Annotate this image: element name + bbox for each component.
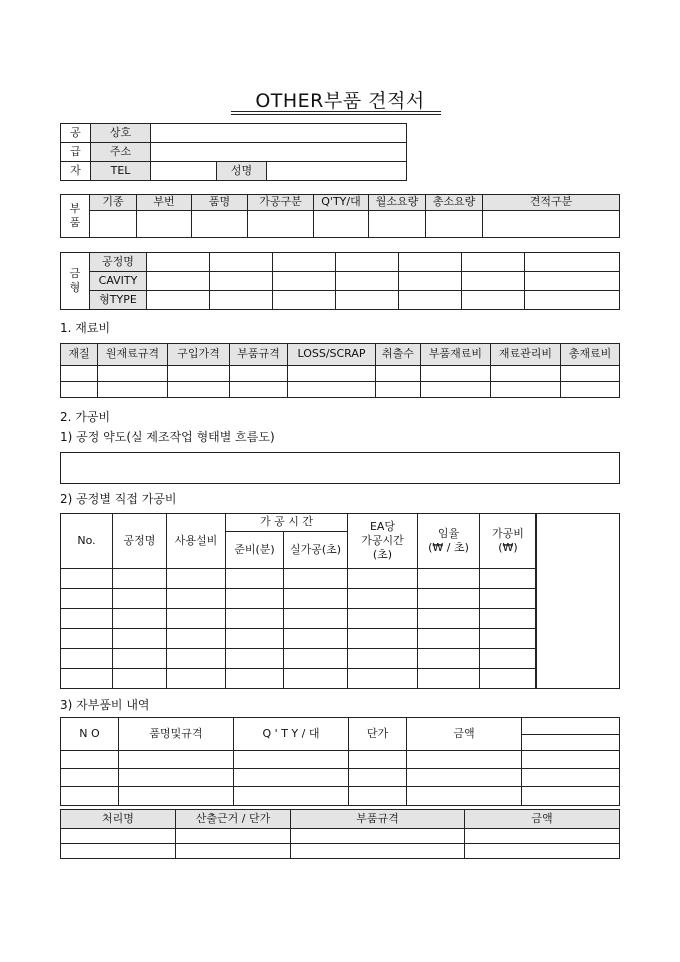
mold-cell[interactable] [273, 291, 336, 310]
processing-cell[interactable] [284, 589, 348, 609]
processing-section-title: 2. 가공비 [60, 410, 111, 424]
subparts-header-unit-price: 단가 [349, 718, 407, 751]
mold-cell[interactable] [462, 253, 525, 272]
processing-cell[interactable] [226, 649, 284, 669]
parts-header-process-type: 가공구분 [248, 195, 314, 211]
processing-cell[interactable] [480, 649, 537, 669]
processing-cell[interactable] [348, 629, 418, 649]
treatment-table [60, 809, 620, 859]
subparts-cell[interactable] [61, 787, 119, 806]
processing-cell[interactable] [61, 569, 113, 589]
mold-group-char-2: 형 [69, 281, 81, 294]
subparts-header-extra-top[interactable] [522, 718, 620, 735]
material-header-material: 재질 [61, 344, 98, 366]
processing-cell[interactable] [480, 569, 537, 589]
parts-group-label [61, 195, 90, 238]
material-cell[interactable] [98, 366, 168, 382]
processing-cell[interactable] [348, 569, 418, 589]
process-diagram-box[interactable] [60, 452, 620, 484]
processing-cell[interactable] [113, 609, 167, 629]
mold-cell[interactable] [399, 272, 462, 291]
mold-cell[interactable] [399, 291, 462, 310]
subparts-cell[interactable] [407, 751, 522, 769]
treatment-cell[interactable] [291, 844, 465, 859]
subparts-cell[interactable] [349, 787, 407, 806]
subparts-header-qty: Q ' T Y / 대 [234, 718, 349, 751]
mold-cell[interactable] [210, 253, 273, 272]
processing-header-actual: 실가공(초) [284, 532, 348, 569]
mold-cell[interactable] [147, 291, 210, 310]
subparts-cell[interactable] [119, 769, 234, 787]
document-title: OTHER부품 견적서 [255, 90, 425, 112]
supplier-group-label-1: 공 [61, 124, 91, 143]
parts-group-char-1: 부 [69, 202, 81, 215]
processing-header-time: 가 공 시 간 [226, 514, 348, 532]
subparts-cell[interactable] [234, 751, 349, 769]
processing-header-prep: 준비(분) [226, 532, 284, 569]
treatment-header-part-spec: 부품규격 [291, 810, 465, 829]
subparts-cell[interactable] [61, 769, 119, 787]
processing-cell[interactable] [480, 669, 537, 689]
mold-cell[interactable] [147, 253, 210, 272]
processing-cell[interactable] [348, 669, 418, 689]
material-cell[interactable] [288, 382, 376, 398]
parts-header-monthly: 월소요량 [369, 195, 426, 211]
parts-cell[interactable] [483, 211, 620, 238]
treatment-cell[interactable] [291, 829, 465, 844]
material-cell[interactable] [288, 366, 376, 382]
material-header-cavities: 취출수 [376, 344, 421, 366]
supplier-group-label-3: 자 [61, 162, 91, 181]
processing-cell[interactable] [167, 589, 226, 609]
treatment-cell[interactable] [61, 829, 176, 844]
cost-line-2: (₩) [498, 541, 518, 554]
processing-cell[interactable] [167, 569, 226, 589]
treatment-header-amount: 금액 [465, 810, 620, 829]
material-header-purchase-price: 구입가격 [168, 344, 230, 366]
material-header-raw-spec: 원재료규격 [98, 344, 168, 366]
mold-cell[interactable] [336, 291, 399, 310]
address-label: 주소 [91, 143, 151, 162]
ea-time-line-2: 가공시간 [361, 534, 404, 547]
subparts-cell[interactable] [119, 787, 234, 806]
processing-cell[interactable] [284, 629, 348, 649]
parts-cell[interactable] [369, 211, 426, 238]
processing-cell[interactable] [113, 589, 167, 609]
processing-cell[interactable] [226, 629, 284, 649]
processing-cell[interactable] [418, 649, 480, 669]
title-underline [231, 111, 441, 112]
material-cell[interactable] [230, 366, 288, 382]
mold-label-type: 형TYPE [90, 291, 147, 310]
processing-cell[interactable] [167, 669, 226, 689]
processing-cell[interactable] [61, 609, 113, 629]
supplier-group-label-2: 급 [61, 143, 91, 162]
parts-table [60, 194, 620, 238]
processing-side-box[interactable] [535, 513, 620, 689]
mold-cell[interactable] [336, 272, 399, 291]
cost-line-1: 가공비 [492, 527, 524, 540]
ea-time-line-1: EA당 [369, 520, 396, 533]
mold-group-label [61, 253, 90, 310]
processing-cell[interactable] [418, 589, 480, 609]
mold-cell[interactable] [399, 253, 462, 272]
processing-cell[interactable] [226, 669, 284, 689]
material-cell[interactable] [376, 366, 421, 382]
material-header-part-spec: 부품규격 [230, 344, 288, 366]
processing-cell[interactable] [61, 649, 113, 669]
subparts-header-extra-bottom[interactable] [522, 735, 620, 751]
name-label: 성명 [217, 162, 267, 181]
processing-cell[interactable] [167, 649, 226, 669]
processing-cell[interactable] [226, 569, 284, 589]
parts-cell[interactable] [90, 211, 137, 238]
processing-header-equipment: 사용설비 [167, 514, 226, 569]
parts-group-char-2: 품 [69, 216, 81, 229]
processing-cell[interactable] [418, 609, 480, 629]
subparts-cell[interactable] [522, 787, 620, 806]
mold-cell[interactable] [336, 253, 399, 272]
parts-header-partno: 부번 [137, 195, 192, 211]
parts-header-qty: Q'TY/대 [314, 195, 369, 211]
parts-cell[interactable] [192, 211, 248, 238]
processing-cell[interactable] [348, 649, 418, 669]
subparts-cell[interactable] [349, 769, 407, 787]
processing-cell[interactable] [226, 609, 284, 629]
mold-cell[interactable] [462, 291, 525, 310]
material-cell[interactable] [61, 382, 98, 398]
processing-header-cost [480, 514, 537, 569]
material-table [60, 343, 620, 398]
material-cell[interactable] [168, 366, 230, 382]
mold-label-cavity: CAVITY [90, 272, 147, 291]
subparts-header-name-spec: 품명및규격 [119, 718, 234, 751]
processing-header-rate [418, 514, 480, 569]
mold-cell[interactable] [273, 253, 336, 272]
tel-field[interactable] [151, 162, 217, 181]
processing-cell[interactable] [418, 629, 480, 649]
material-cell[interactable] [61, 366, 98, 382]
processing-cell[interactable] [61, 589, 113, 609]
processing-cell[interactable] [61, 669, 113, 689]
mold-cell[interactable] [462, 272, 525, 291]
material-header-loss-scrap: LOSS/SCRAP [288, 344, 376, 366]
subparts-cell[interactable] [119, 751, 234, 769]
processing-cell[interactable] [480, 609, 537, 629]
mold-label-process: 공정명 [90, 253, 147, 272]
processing-cell[interactable] [167, 629, 226, 649]
material-cell[interactable] [168, 382, 230, 398]
processing-header-ea-time [348, 514, 418, 569]
material-cell[interactable] [491, 382, 561, 398]
parts-header-model: 기종 [90, 195, 137, 211]
process-diagram-subtitle: 1) 공정 약도(실 제조작업 형태별 흐름도) [60, 430, 275, 444]
parts-header-total: 총소요량 [426, 195, 483, 211]
material-cell[interactable] [98, 382, 168, 398]
material-cell[interactable] [561, 366, 620, 382]
mold-cell[interactable] [210, 272, 273, 291]
mold-group-char-1: 금 [69, 267, 81, 280]
mold-cell[interactable] [273, 272, 336, 291]
processing-cell[interactable] [167, 609, 226, 629]
treatment-cell[interactable] [176, 829, 291, 844]
processing-cell[interactable] [348, 609, 418, 629]
material-section-title: 1. 재료비 [60, 321, 111, 335]
subparts-table [60, 717, 620, 806]
parts-header-quote-type: 견적구분 [483, 195, 620, 211]
material-cell[interactable] [230, 382, 288, 398]
subparts-header-no: N O [61, 718, 119, 751]
material-header-material-mgmt-cost: 재료관리비 [491, 344, 561, 366]
subparts-cell[interactable] [407, 769, 522, 787]
company-field[interactable] [151, 124, 407, 143]
processing-cell[interactable] [348, 589, 418, 609]
subparts-cell[interactable] [61, 751, 119, 769]
processing-cell[interactable] [480, 629, 537, 649]
treatment-header-basis: 산출근거 / 단가 [176, 810, 291, 829]
processing-header-process: 공정명 [113, 514, 167, 569]
subparts-cell[interactable] [234, 769, 349, 787]
parts-cell[interactable] [426, 211, 483, 238]
direct-processing-subtitle: 2) 공정별 직접 가공비 [60, 492, 177, 506]
processing-cell[interactable] [284, 649, 348, 669]
processing-cell[interactable] [113, 669, 167, 689]
treatment-cell[interactable] [61, 844, 176, 859]
treatment-cell[interactable] [465, 829, 620, 844]
subparts-cell[interactable] [407, 787, 522, 806]
subparts-cell[interactable] [522, 751, 620, 769]
ea-time-line-3: (초) [372, 548, 393, 561]
processing-cell[interactable] [113, 649, 167, 669]
subparts-cell[interactable] [234, 787, 349, 806]
material-cell[interactable] [491, 366, 561, 382]
supplier-table [60, 123, 407, 181]
processing-cell[interactable] [418, 669, 480, 689]
mold-cell[interactable] [525, 253, 620, 272]
tel-label: TEL [91, 162, 151, 181]
processing-cell[interactable] [113, 569, 167, 589]
material-cell[interactable] [561, 382, 620, 398]
processing-header-no: No. [61, 514, 113, 569]
treatment-cell[interactable] [465, 844, 620, 859]
subparts-cell[interactable] [349, 751, 407, 769]
processing-cell[interactable] [418, 569, 480, 589]
processing-cell[interactable] [226, 589, 284, 609]
company-label: 상호 [91, 124, 151, 143]
processing-cell[interactable] [284, 609, 348, 629]
material-cell[interactable] [376, 382, 421, 398]
parts-cell[interactable] [137, 211, 192, 238]
parts-header-partname: 품명 [192, 195, 248, 211]
processing-cell[interactable] [61, 629, 113, 649]
mold-table [60, 252, 620, 310]
parts-cell[interactable] [314, 211, 369, 238]
treatment-cell[interactable] [176, 844, 291, 859]
treatment-header-name: 처리명 [61, 810, 176, 829]
address-field[interactable] [151, 143, 407, 162]
mold-cell[interactable] [525, 272, 620, 291]
material-cell[interactable] [421, 382, 491, 398]
processing-cell[interactable] [113, 629, 167, 649]
rate-line-1: 임율 [437, 527, 460, 540]
name-field[interactable] [267, 162, 407, 181]
parts-cell[interactable] [248, 211, 314, 238]
subparts-section-title: 3) 자부품비 내역 [60, 698, 150, 712]
mold-cell[interactable] [525, 291, 620, 310]
rate-line-2: (₩ / 초) [428, 541, 469, 554]
processing-cell[interactable] [284, 669, 348, 689]
material-header-total-material-cost: 총재료비 [561, 344, 620, 366]
processing-cell[interactable] [284, 569, 348, 589]
subparts-header-amount: 금액 [407, 718, 522, 751]
material-header-part-material-cost: 부품재료비 [421, 344, 491, 366]
mold-cell[interactable] [147, 272, 210, 291]
title-underline-double [231, 114, 441, 115]
mold-cell[interactable] [210, 291, 273, 310]
material-cell[interactable] [421, 366, 491, 382]
processing-cell[interactable] [480, 589, 537, 609]
subparts-cell[interactable] [522, 769, 620, 787]
processing-table [60, 513, 537, 689]
